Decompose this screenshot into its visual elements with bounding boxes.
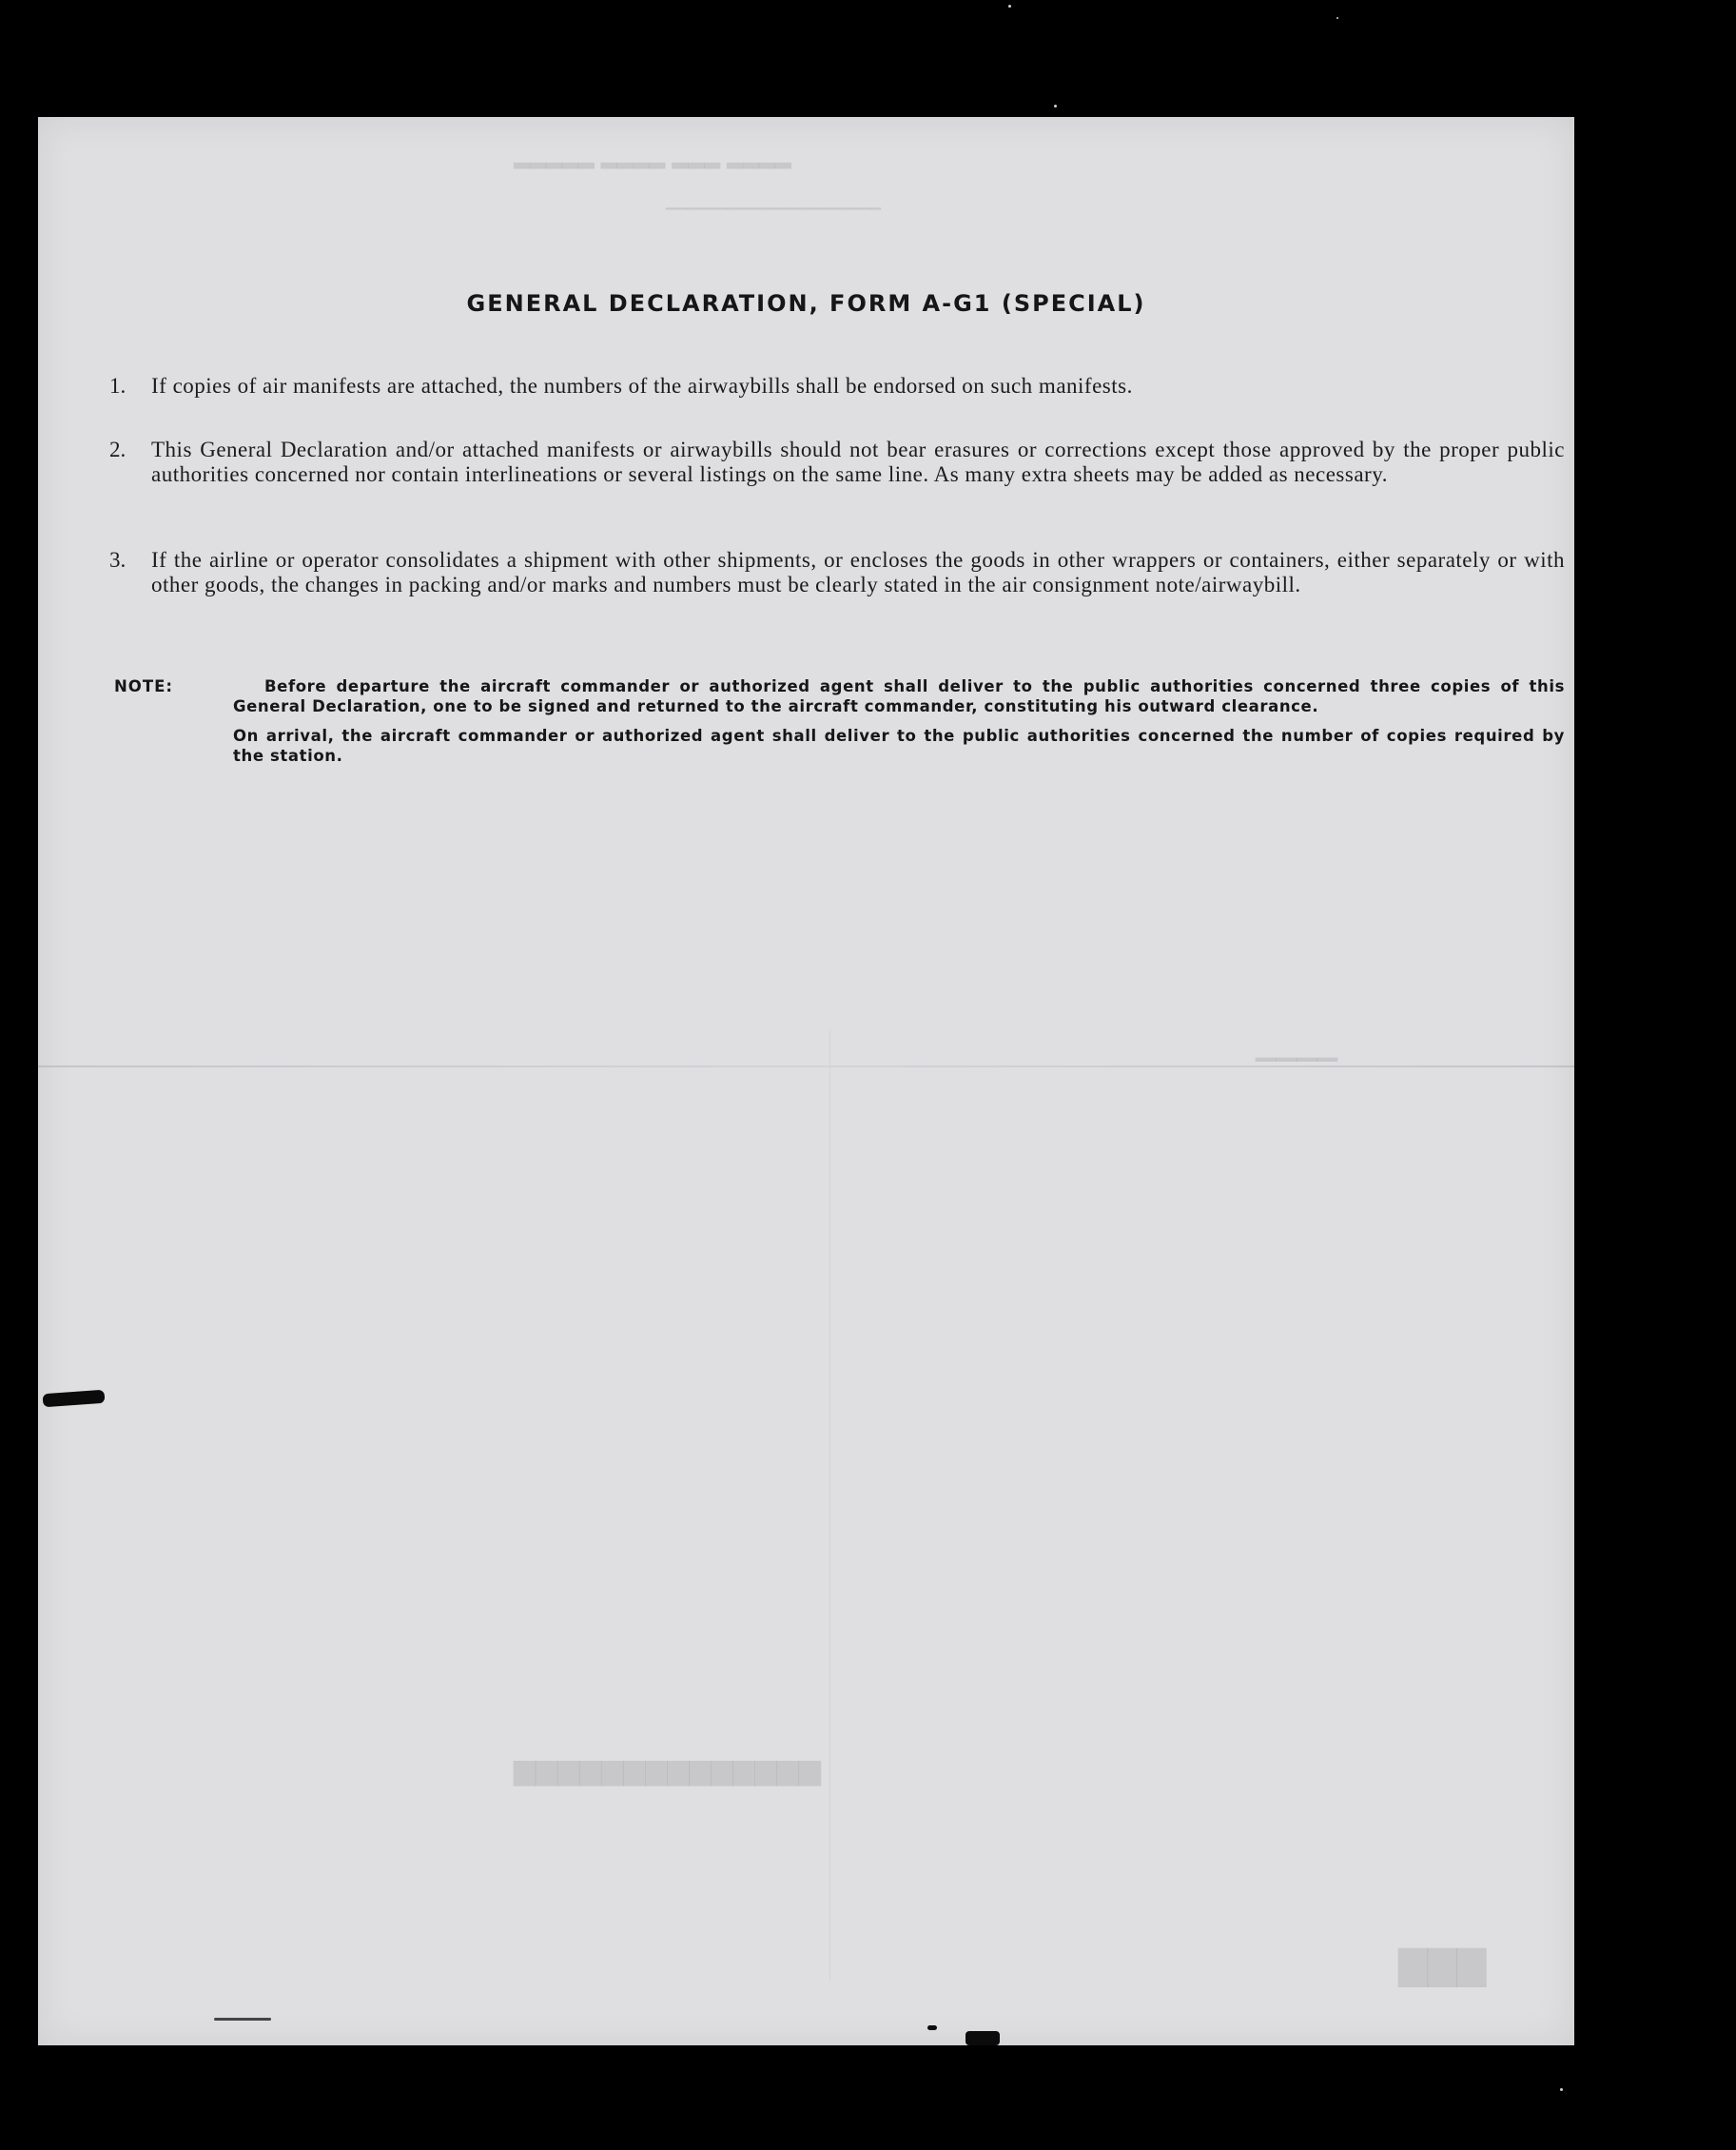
note-label: NOTE: xyxy=(114,677,173,695)
bleed-through-text: ▆▆▆▆▆▆▆▆▆▆▆▆▆▆ xyxy=(514,1753,821,1787)
dust-speck xyxy=(1008,5,1011,8)
item-number: 1. xyxy=(109,374,127,398)
item-text: If the airline or operator consolidates a shipment with other shipments, or encloses the goods in other wrappers or containers, either separately or with other goods, the changes in packing and/or marks and numbers must be clearly stated in the air consignment note/airwaybill. xyxy=(151,548,1565,596)
note-section xyxy=(114,676,1565,766)
note-paragraph: On arrival, the aircraft commander or authorized agent shall deliver to the public authorities concerned the number of copies required by the station. xyxy=(233,727,1565,765)
item-text: This General Declaration and/or attached manifests or airwaybills should not bear erasures or corrections except those approved by the proper public authorities concerned nor contain interlineations or several listings on the same line. As many extra sheets may be added as necessary. xyxy=(151,438,1565,486)
bleed-through-text: ▁▁▁▁ xyxy=(1256,1030,1338,1062)
paper-sheet xyxy=(38,117,1574,2045)
ink-blot xyxy=(927,2025,937,2030)
bleed-through-text: ▂▂▂▂ ▂▂▂ ▂▂▂▂ ▂▂▂▂▂ xyxy=(514,146,791,169)
bleed-through-text: ▇▇▇ xyxy=(1398,1944,1487,1987)
instruction-item-1 xyxy=(109,374,1565,399)
item-number: 3. xyxy=(109,548,127,572)
note-paragraph: Before departure the aircraft commander or authorized agent shall deliver to the public authorities concerned three copies of this General Declaration, one to be signed and returned to the aircraft commander, constituting his outward clearance. xyxy=(233,677,1565,715)
ink-blot xyxy=(966,2031,1000,2045)
ink-blot xyxy=(43,1390,106,1408)
item-number: 2. xyxy=(109,438,127,461)
fold-crease xyxy=(38,1065,1574,1067)
instruction-item-3 xyxy=(109,548,1565,597)
dust-speck xyxy=(1054,105,1057,108)
item-text: If copies of air manifests are attached, the numbers of the airwaybills shall be endorsed on such manifests. xyxy=(151,374,1133,398)
bleed-through-text: ▁▁▁▁▁▁▁▁▁▁▁▁▁▁▁▁▁▁▁▁▁ xyxy=(666,195,882,210)
fold-crease-vertical xyxy=(829,1030,830,1982)
ink-mark xyxy=(214,2018,271,2021)
dust-speck xyxy=(1336,17,1338,19)
dust-speck xyxy=(1560,2088,1563,2091)
instruction-item-2 xyxy=(109,438,1565,487)
form-title: GENERAL DECLARATION, FORM A-G1 (SPECIAL) xyxy=(466,290,1146,317)
